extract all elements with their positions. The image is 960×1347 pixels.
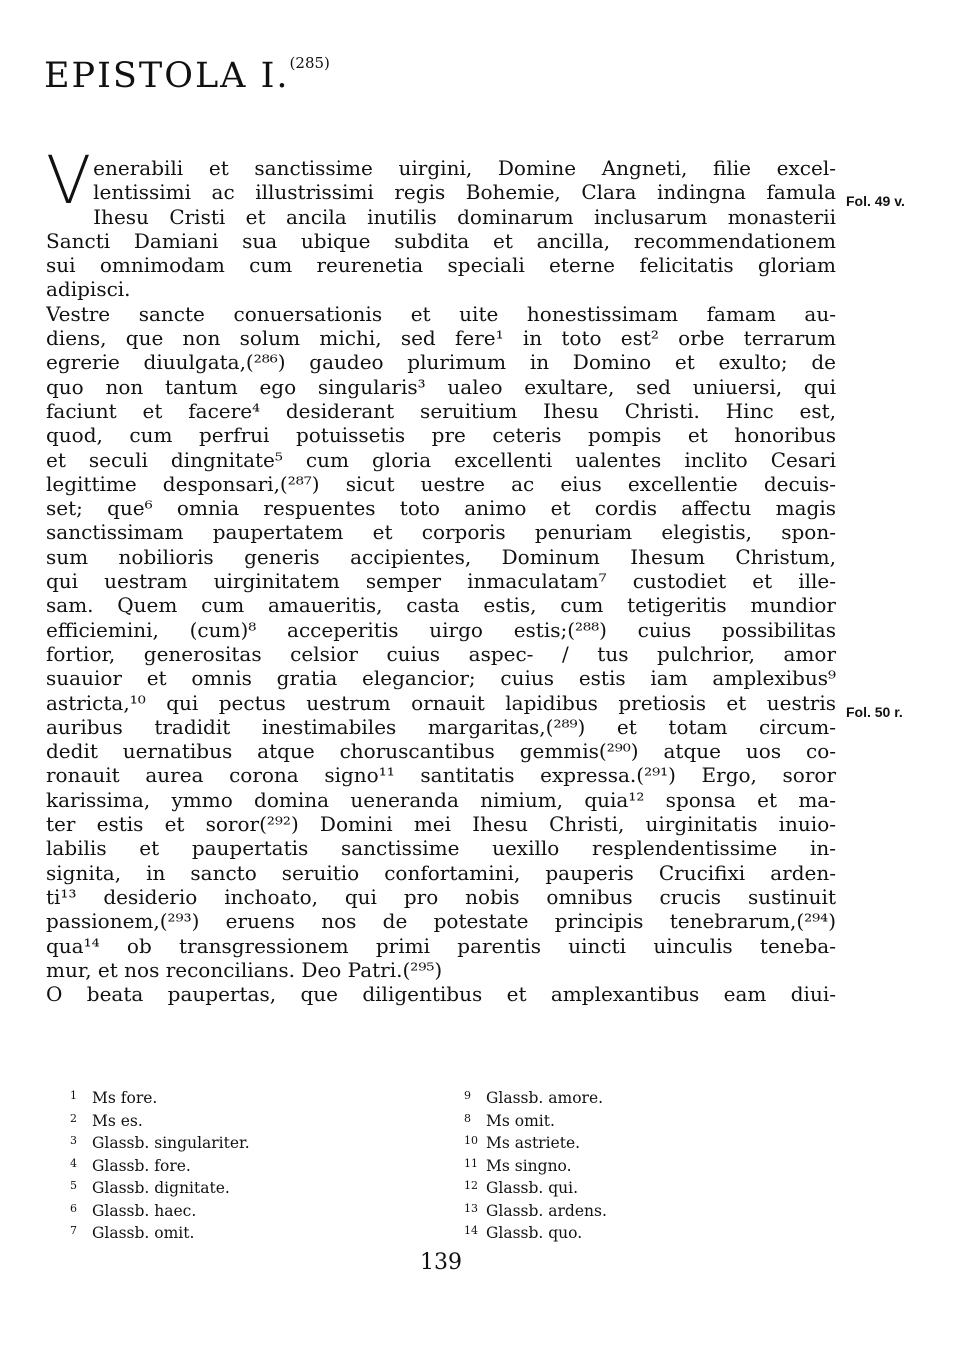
text-line bbox=[46, 593, 836, 617]
footnote-text: Glassb. singulariter. bbox=[92, 1134, 250, 1152]
margin-note-fol-49v: Fol. 49 v. bbox=[846, 193, 905, 209]
text-line-content: fortior, generositas celsior cuius aspec- / tus pulchrior, amor bbox=[46, 641, 836, 666]
footnote bbox=[464, 1131, 607, 1154]
text-line bbox=[46, 763, 836, 787]
footnote-number: 3 bbox=[70, 1134, 77, 1147]
text-line-content: faciunt et facere⁴ desiderant seruitium Ihesu Christi. Hinc est, bbox=[46, 398, 836, 423]
footnote-number: 12 bbox=[464, 1179, 478, 1192]
footnote bbox=[70, 1154, 250, 1177]
margin-note-fol-50r: Fol. 50 r. bbox=[846, 704, 903, 720]
text-line-content: sum nobilioris generis accipientes, Dominum Ihesum Christum, bbox=[46, 544, 836, 569]
footnote bbox=[464, 1086, 607, 1109]
footnote bbox=[70, 1199, 250, 1222]
footnote-number: 11 bbox=[464, 1156, 478, 1170]
text-line-content: O beata paupertas, que diligentibus et amplexantibus eam diui- bbox=[46, 982, 836, 1007]
footnote-number: 13 bbox=[464, 1201, 478, 1215]
text-line-content: ti¹³ desiderio inchoato, qui pro nobis omnibus crucis sustinuit bbox=[46, 884, 836, 909]
title-text: EPISTOLA I. bbox=[44, 56, 290, 96]
footnote bbox=[464, 1176, 607, 1199]
text-line bbox=[93, 180, 836, 204]
footnote-text: Glassb. qui. bbox=[486, 1179, 579, 1197]
text-line bbox=[46, 812, 836, 836]
text-line-content: et seculi dingnitate⁵ cum gloria excellenti ualentes inclito Cesari bbox=[46, 447, 836, 472]
text-line bbox=[46, 399, 836, 423]
footnote-text: Ms omit. bbox=[486, 1111, 555, 1130]
text-line bbox=[46, 715, 836, 739]
text-line-content: set; que⁶ omnia respuentes toto animo et cordis affectu magis bbox=[46, 496, 836, 521]
footnote bbox=[70, 1131, 250, 1154]
letter-body bbox=[46, 126, 836, 1006]
text-line-content: ronauit aurea corona signo¹¹ santitatis expressa.(²⁹¹) Ergo, soror bbox=[46, 763, 836, 788]
text-line-content: karissima, ymmo domina ueneranda nimium, quia¹² sponsa et ma- bbox=[46, 787, 836, 812]
text-line-content: suauior et omnis gratia elegancior; cuius estis iam amplexibus⁹ bbox=[46, 666, 836, 691]
text-line-content: diens, que non solum michi, sed fere¹ in toto est² orbe terrarum bbox=[46, 326, 836, 351]
footnote-number: 5 bbox=[70, 1179, 77, 1192]
footnote bbox=[70, 1086, 250, 1109]
text-line bbox=[46, 472, 836, 496]
footnotes-right bbox=[464, 1086, 607, 1244]
text-line bbox=[46, 423, 836, 447]
drop-cap: V bbox=[46, 142, 92, 219]
footnotes-left bbox=[70, 1086, 250, 1244]
footnote-text: Ms es. bbox=[92, 1111, 143, 1130]
text-line bbox=[46, 982, 836, 1006]
text-line bbox=[46, 909, 836, 933]
text-line-content: labilis et paupertatis sanctissime uexillo resplendentissime in- bbox=[46, 836, 836, 861]
footnote-number: 7 bbox=[70, 1224, 77, 1237]
text-line bbox=[46, 326, 836, 350]
title-footnote-ref: (285) bbox=[289, 54, 330, 73]
text-line bbox=[46, 618, 836, 642]
footnote bbox=[70, 1221, 250, 1244]
text-line-content: Sancti Damiani sua ubique subdita et ancilla, recommendationem bbox=[46, 228, 836, 253]
text-line-content: quo non tantum ego singularis³ ualeo exultare, sed uniuersi, qui bbox=[46, 374, 836, 399]
footnote-number: 14 bbox=[464, 1224, 478, 1237]
text-line-content: efficiemini, (cum)⁸ acceperitis uirgo estis;(²⁸⁸) cuius possibilitas bbox=[46, 617, 836, 642]
footnote-text: Glassb. omit. bbox=[92, 1224, 195, 1242]
text-line-content: lentissimi ac illustrissimi regis Bohemie, Clara indingna famula bbox=[93, 180, 836, 205]
text-line-content: quod, cum perfrui potuissetis pre ceteris pompis et honoribus bbox=[46, 423, 836, 448]
footnote-number: 2 bbox=[70, 1111, 77, 1125]
text-line bbox=[46, 375, 836, 399]
footnote bbox=[464, 1109, 607, 1132]
text-line-content: sui omnimodam cum reurenetia speciali eterne felicitatis gloriam bbox=[46, 253, 836, 278]
text-line bbox=[46, 302, 836, 326]
text-line bbox=[46, 229, 836, 253]
text-line bbox=[46, 861, 836, 885]
footnote-text: Glassb. quo. bbox=[486, 1224, 583, 1242]
text-line bbox=[46, 836, 836, 860]
footnote-text: Glassb. amore. bbox=[486, 1089, 604, 1107]
text-line-content: signita, in sancto seruitio confortamini, pauperis Crucifixi arden- bbox=[46, 860, 836, 885]
text-line bbox=[46, 520, 836, 544]
footnote-text: Ms singno. bbox=[486, 1156, 572, 1175]
text-line bbox=[46, 569, 836, 593]
footnote-text: Glassb. fore. bbox=[92, 1156, 191, 1175]
text-line-content: egrerie diuulgata,(²⁸⁶) gaudeo plurimum in Domino et exulto; de bbox=[46, 350, 836, 375]
text-line-content: ter estis et soror(²⁹²) Domini mei Ihesu Christi, uirginitatis inuio- bbox=[46, 812, 836, 837]
text-line bbox=[46, 448, 836, 472]
footnote-number: 9 bbox=[464, 1089, 471, 1102]
footnote-number: 1 bbox=[70, 1089, 77, 1102]
footnote-number: 4 bbox=[70, 1156, 77, 1170]
footnote bbox=[464, 1199, 607, 1222]
footnote-text: Glassb. haec. bbox=[92, 1201, 197, 1220]
text-line bbox=[46, 642, 836, 666]
text-line-content: adipisci. bbox=[46, 277, 131, 302]
text-line bbox=[46, 691, 836, 715]
text-line-content: sanctissimam paupertatem et corporis penuriam elegistis, spon- bbox=[46, 520, 836, 545]
text-line bbox=[46, 666, 836, 690]
text-line-content: qui uestram uirginitatem semper inmaculatam⁷ custodiet et ille- bbox=[46, 569, 836, 594]
text-line-content: Ihesu Cristi et ancila inutilis dominarum inclusarum monasterii bbox=[93, 204, 836, 229]
text-line-content: sam. Quem cum amaueritis, casta estis, cum tetigeritis mundior bbox=[46, 593, 836, 618]
text-line-content: dedit uernatibus atque choruscantibus gemmis(²⁹⁰) atque uos co- bbox=[46, 739, 836, 764]
text-line bbox=[46, 885, 836, 909]
footnote-text: Glassb. ardens. bbox=[486, 1201, 607, 1220]
footnote-number: 8 bbox=[464, 1111, 471, 1125]
footnote bbox=[70, 1176, 250, 1199]
text-line-content: Vestre sancte conuersationis et uite honestissimam famam au- bbox=[46, 301, 836, 326]
footnote bbox=[464, 1221, 607, 1244]
footnote-number: 6 bbox=[70, 1201, 77, 1215]
text-line-content: enerabili et sanctissime uirgini, Domine Angneti, filie excel- bbox=[93, 156, 836, 180]
text-line-content: legittime desponsari,(²⁸⁷) sicut uestre ac eius excellentie decuis- bbox=[46, 471, 836, 496]
footnote-text: Ms fore. bbox=[92, 1089, 158, 1107]
text-line bbox=[46, 350, 836, 374]
text-line bbox=[46, 788, 836, 812]
footnote-text: Glassb. dignitate. bbox=[92, 1179, 230, 1197]
text-line-content: auribus tradidit inestimabiles margaritas,(²⁸⁹) et totam circum- bbox=[46, 714, 836, 739]
text-line bbox=[46, 958, 836, 982]
footnote-text: Ms astriete. bbox=[486, 1134, 581, 1152]
text-line-content: astricta,¹⁰ qui pectus uestrum ornauit lapidibus pretiosis et uestris bbox=[46, 690, 836, 715]
text-line bbox=[46, 934, 836, 958]
footnote bbox=[70, 1109, 250, 1132]
text-line-content: qua¹⁴ ob transgressionem primi parentis uincti uinculis teneba- bbox=[46, 933, 836, 958]
text-line bbox=[93, 205, 836, 229]
footnote bbox=[464, 1154, 607, 1177]
page-number: 139 bbox=[420, 1250, 462, 1275]
text-line bbox=[46, 545, 836, 569]
text-line-content: mur, et nos reconcilians. Deo Patri.(²⁹⁵) bbox=[46, 957, 443, 982]
text-line bbox=[46, 739, 836, 763]
text-line bbox=[46, 277, 836, 301]
footnote-number: 10 bbox=[464, 1134, 478, 1147]
text-line-content: passionem,(²⁹³) eruens nos de potestate principis tenebrarum,(²⁹⁴) bbox=[46, 909, 836, 934]
text-line bbox=[46, 253, 836, 277]
text-line bbox=[46, 496, 836, 520]
page-title bbox=[44, 56, 330, 96]
